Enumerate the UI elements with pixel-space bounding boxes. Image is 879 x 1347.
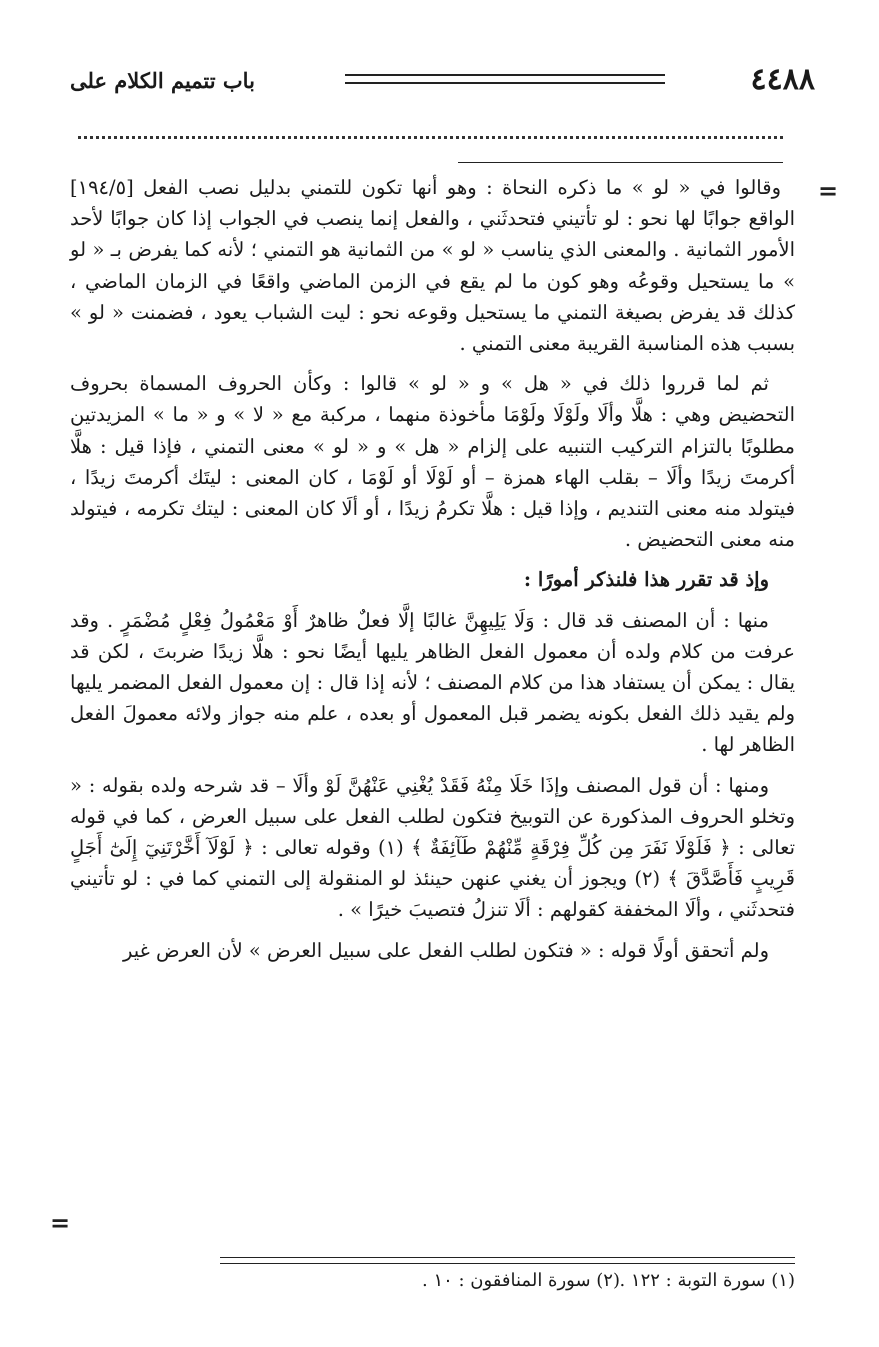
page-number: ٤٤٨٨ (750, 62, 815, 97)
footnote-1: (١) سورة التوبة : ١٢٢ . (619, 1270, 795, 1291)
paragraph-heading: وإذ قد تقرر هذا فلنذكر أمورًا : (523, 568, 769, 592)
margin-rule (458, 162, 783, 163)
chapter-title: باب تتميم الكلام على (70, 68, 255, 93)
footnote-2: (٢) سورة المنافقون : ١٠ . (421, 1270, 620, 1291)
paragraph: ولم أتحقق أولًا قوله : « فتكون لطلب الفعل على سبيل العرض » لأن العرض غير (122, 938, 769, 962)
paragraph: ثم لما قرروا ذلك في « هل » و « لو » قالوا : وكأن الحروف المسماة بحروف التحضيض وهي : هلَّا وألَا ولَوْلَا ولَوْمَا مأخوذة منهما ، مركبة مع « لا » و « ما » المزيدتين مطلوبًا بالتزام التركيب التنبيه على إلزام « هل » و « لو » معنى التمني ، فإذا قيل : هلَّا أكرمتَ زيدًا وألَا – بقلب الهاء همزة – أو لَوْلَا أو لَوْمَا ، كان المعنى : ليتَك أكرمتَ زيدًا ، فيتولد منه معنى التنديم ، وإذا قيل : هلَّا تكرمُ زيدًا ، أو ألَا كان المعنى : ليتك تكرمه ، فيتولد منه معنى التحضيض . (70, 372, 795, 552)
paragraph: ومنها : أن قول المصنف وإذَا خَلَا مِنْهُ فَقَدْ يُغْنِي عَنْهُنَّ لَوْ وألَا – قد شرحه ولده بقوله : « وتخلو الحروف المذكورة عن التوبيخ فتكون لطلب الفعل على سبيل العرض ، كما في قوله تعالى : ﴿ فَلَوْلَا نَفَرَ مِن كُلِّ فِرْقَةٍ مِّنْهُمْ طَآئِفَةٌ ﴾ (١) وقوله تعالى : ﴿ لَوْلَآ أَخَّرْتَنِيٓ إِلَىٰٓ أَجَلٍ قَرِيبٍ فَأَصَّدَّقَ ﴾ (٢) ويجوز أن يغني عنهن حينئذ لو المنقولة إلى التمني كما في : لو تأتيني فتحدثَني ، وألَا المخففة كقولهم : ألَا تنزلُ فتصيبَ خيرًا » . (70, 773, 795, 922)
body-text (70, 172, 795, 975)
footnotes (170, 1266, 795, 1296)
footnote-rule (220, 1257, 795, 1264)
page-header (70, 62, 815, 102)
dotted-separator (78, 136, 783, 139)
paragraph: وقالوا في « لو » ما ذكره النحاة : وهو أنها تكون للتمني بدليل نصب الفعل [١٩٤/٥] الواقع جوابًا لها نحو : لو تأتيني فتحدثَني ، والفعل إنما ينصب في الجواب إذا كان جوابًا لأحد الأمور الثمانية . والمعنى الذي يناسب « لو » من الثمانية هو التمني ؛ لأنه كما يفرض بـ « لو » ما يستحيل وقوعُه وهو كون ما لم يقع في الزمن الماضي واقعًا في الزمان الماضي ، كذلك قد يفرض بصيغة التمني ما يستحيل وقوعه نحو : ليت الشباب يعود ، فضمنت « لو » بسبب هذه المناسبة القريبة معنى التمني . (70, 176, 795, 356)
paragraph: منها : أن المصنف قد قال : وَلَا يَلِيهِنَّ غالبًا إلَّا فعلٌ ظاهرٌ أَوْ مَعْمُولُ فِعْلٍ مُضْمَرٍ . وقد عرفت من كلام ولده أن معمول الفعل الظاهر يليها أيضًا نحو : هلَّا زيدًا ضربتَ ، لكن قد يقال : يمكن أن يستفاد هذا من كلام المصنف ؛ لأنه إذا قال : إن معمول الفعل المضمر يليها ولم يقيد ذلك الفعل بكونه يضمر قبل المعمول أو بعده ، علم منه جواز ولائه معمولَ الفعل الظاهر لها . (70, 608, 795, 757)
continuation-mark-top: = (818, 176, 839, 205)
continuation-mark-bottom: = (50, 1208, 71, 1237)
header-rule (345, 74, 665, 84)
